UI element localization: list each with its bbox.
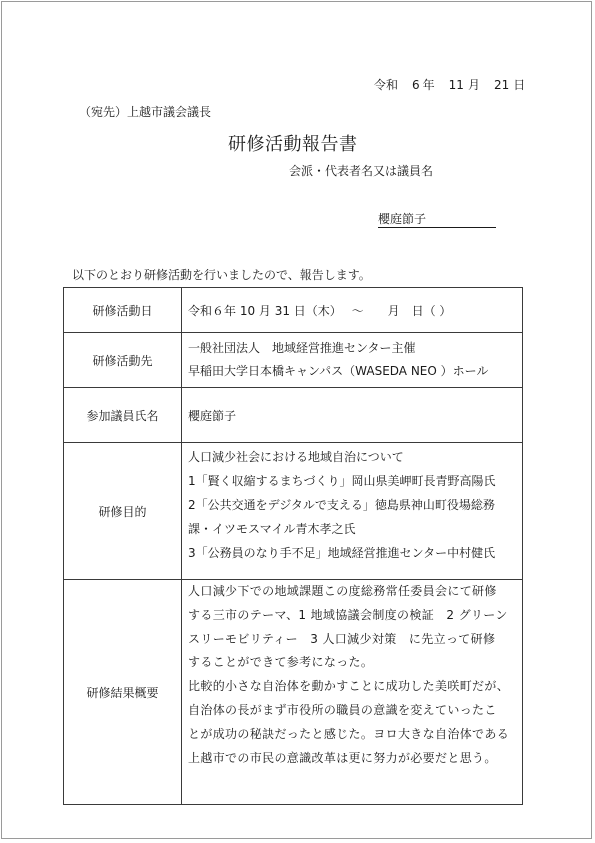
intro-text: 以下のとおり研修活動を行いましたので、報告します。 <box>72 268 371 282</box>
table-row <box>64 580 523 805</box>
date-month: 11 <box>448 78 464 92</box>
date-month-unit: 月 <box>467 78 480 92</box>
row-value <box>182 333 523 388</box>
date-year: 6 <box>412 78 420 92</box>
value-line: とが成功の秘訣だったと感じた。ヨロ大きな自治体である <box>188 726 510 741</box>
value-line: 3「公務員のなり手不足」地域経営推進センター中村健氏 <box>188 546 496 560</box>
row-label: 研修目的 <box>64 443 182 580</box>
row-label: 参加議員氏名 <box>64 388 182 443</box>
value-line: 早稲田大学日本橋キャンパス（WASEDA NEO ）ホール <box>188 364 489 378</box>
row-value <box>182 580 523 805</box>
table-row <box>64 333 523 388</box>
value-line: 人口減少社会における地域自治について <box>188 450 404 464</box>
value-line: 櫻庭節子 <box>188 408 237 423</box>
value-line: 上越市での市民の意識改革は更に努力が必要だと思う。 <box>188 750 497 765</box>
report-table <box>63 287 523 805</box>
value-line: 1「賢く収縮するまちづくり」岡山県美岬町長青野高陽氏 <box>188 474 496 488</box>
table-row <box>64 388 523 443</box>
document-title: 研修活動報告書 <box>228 134 358 155</box>
table-row <box>64 443 523 580</box>
report-date <box>374 76 525 93</box>
value-line: スリーモビリティー 3 人口減少対策 に先立って研修 <box>188 631 496 646</box>
value-line: 比較的小さな自治体を動かすことに成功した美咲町だが、 <box>188 679 510 694</box>
row-value <box>182 288 523 333</box>
value-line: する三市のテーマ、1 地域協議会制度の検証 2 グリーン <box>188 607 508 622</box>
value-line: 一般社団法人 地域経営推進センター主催 <box>188 341 416 355</box>
value-line: 自治体の長がまず市役所の職員の意識を変えていったこ <box>188 702 497 717</box>
row-value <box>182 388 523 443</box>
value-line: 人口減少下での地域課題この度総務常任委員会にて研修 <box>188 584 497 598</box>
date-year-unit: 年 <box>422 78 435 92</box>
member-name: 櫻庭節子 <box>378 210 496 228</box>
date-day-unit: 日 <box>513 78 526 92</box>
value-line: 令和６年 10 月 31 日（木） 〜 月 日（ ） <box>188 303 452 318</box>
table-row <box>64 288 523 333</box>
report-page <box>1 1 592 839</box>
value-line: 課・イツモスマイル青木孝之氏 <box>188 522 356 536</box>
date-day: 21 <box>493 78 510 92</box>
addressee: （宛先）上越市議会議長 <box>79 105 212 119</box>
value-line: 2「公共交通をデジタルで支える」徳島県神山町役場総務 <box>188 498 495 512</box>
date-era: 令和 <box>374 78 399 92</box>
sender-label: 会派・代表者名又は議員名 <box>289 164 434 178</box>
value-line: することができて参考になった。 <box>188 655 374 670</box>
row-label: 研修活動日 <box>64 288 182 333</box>
row-value <box>182 443 523 580</box>
row-label: 研修活動先 <box>64 333 182 388</box>
row-label: 研修結果概要 <box>64 580 182 805</box>
